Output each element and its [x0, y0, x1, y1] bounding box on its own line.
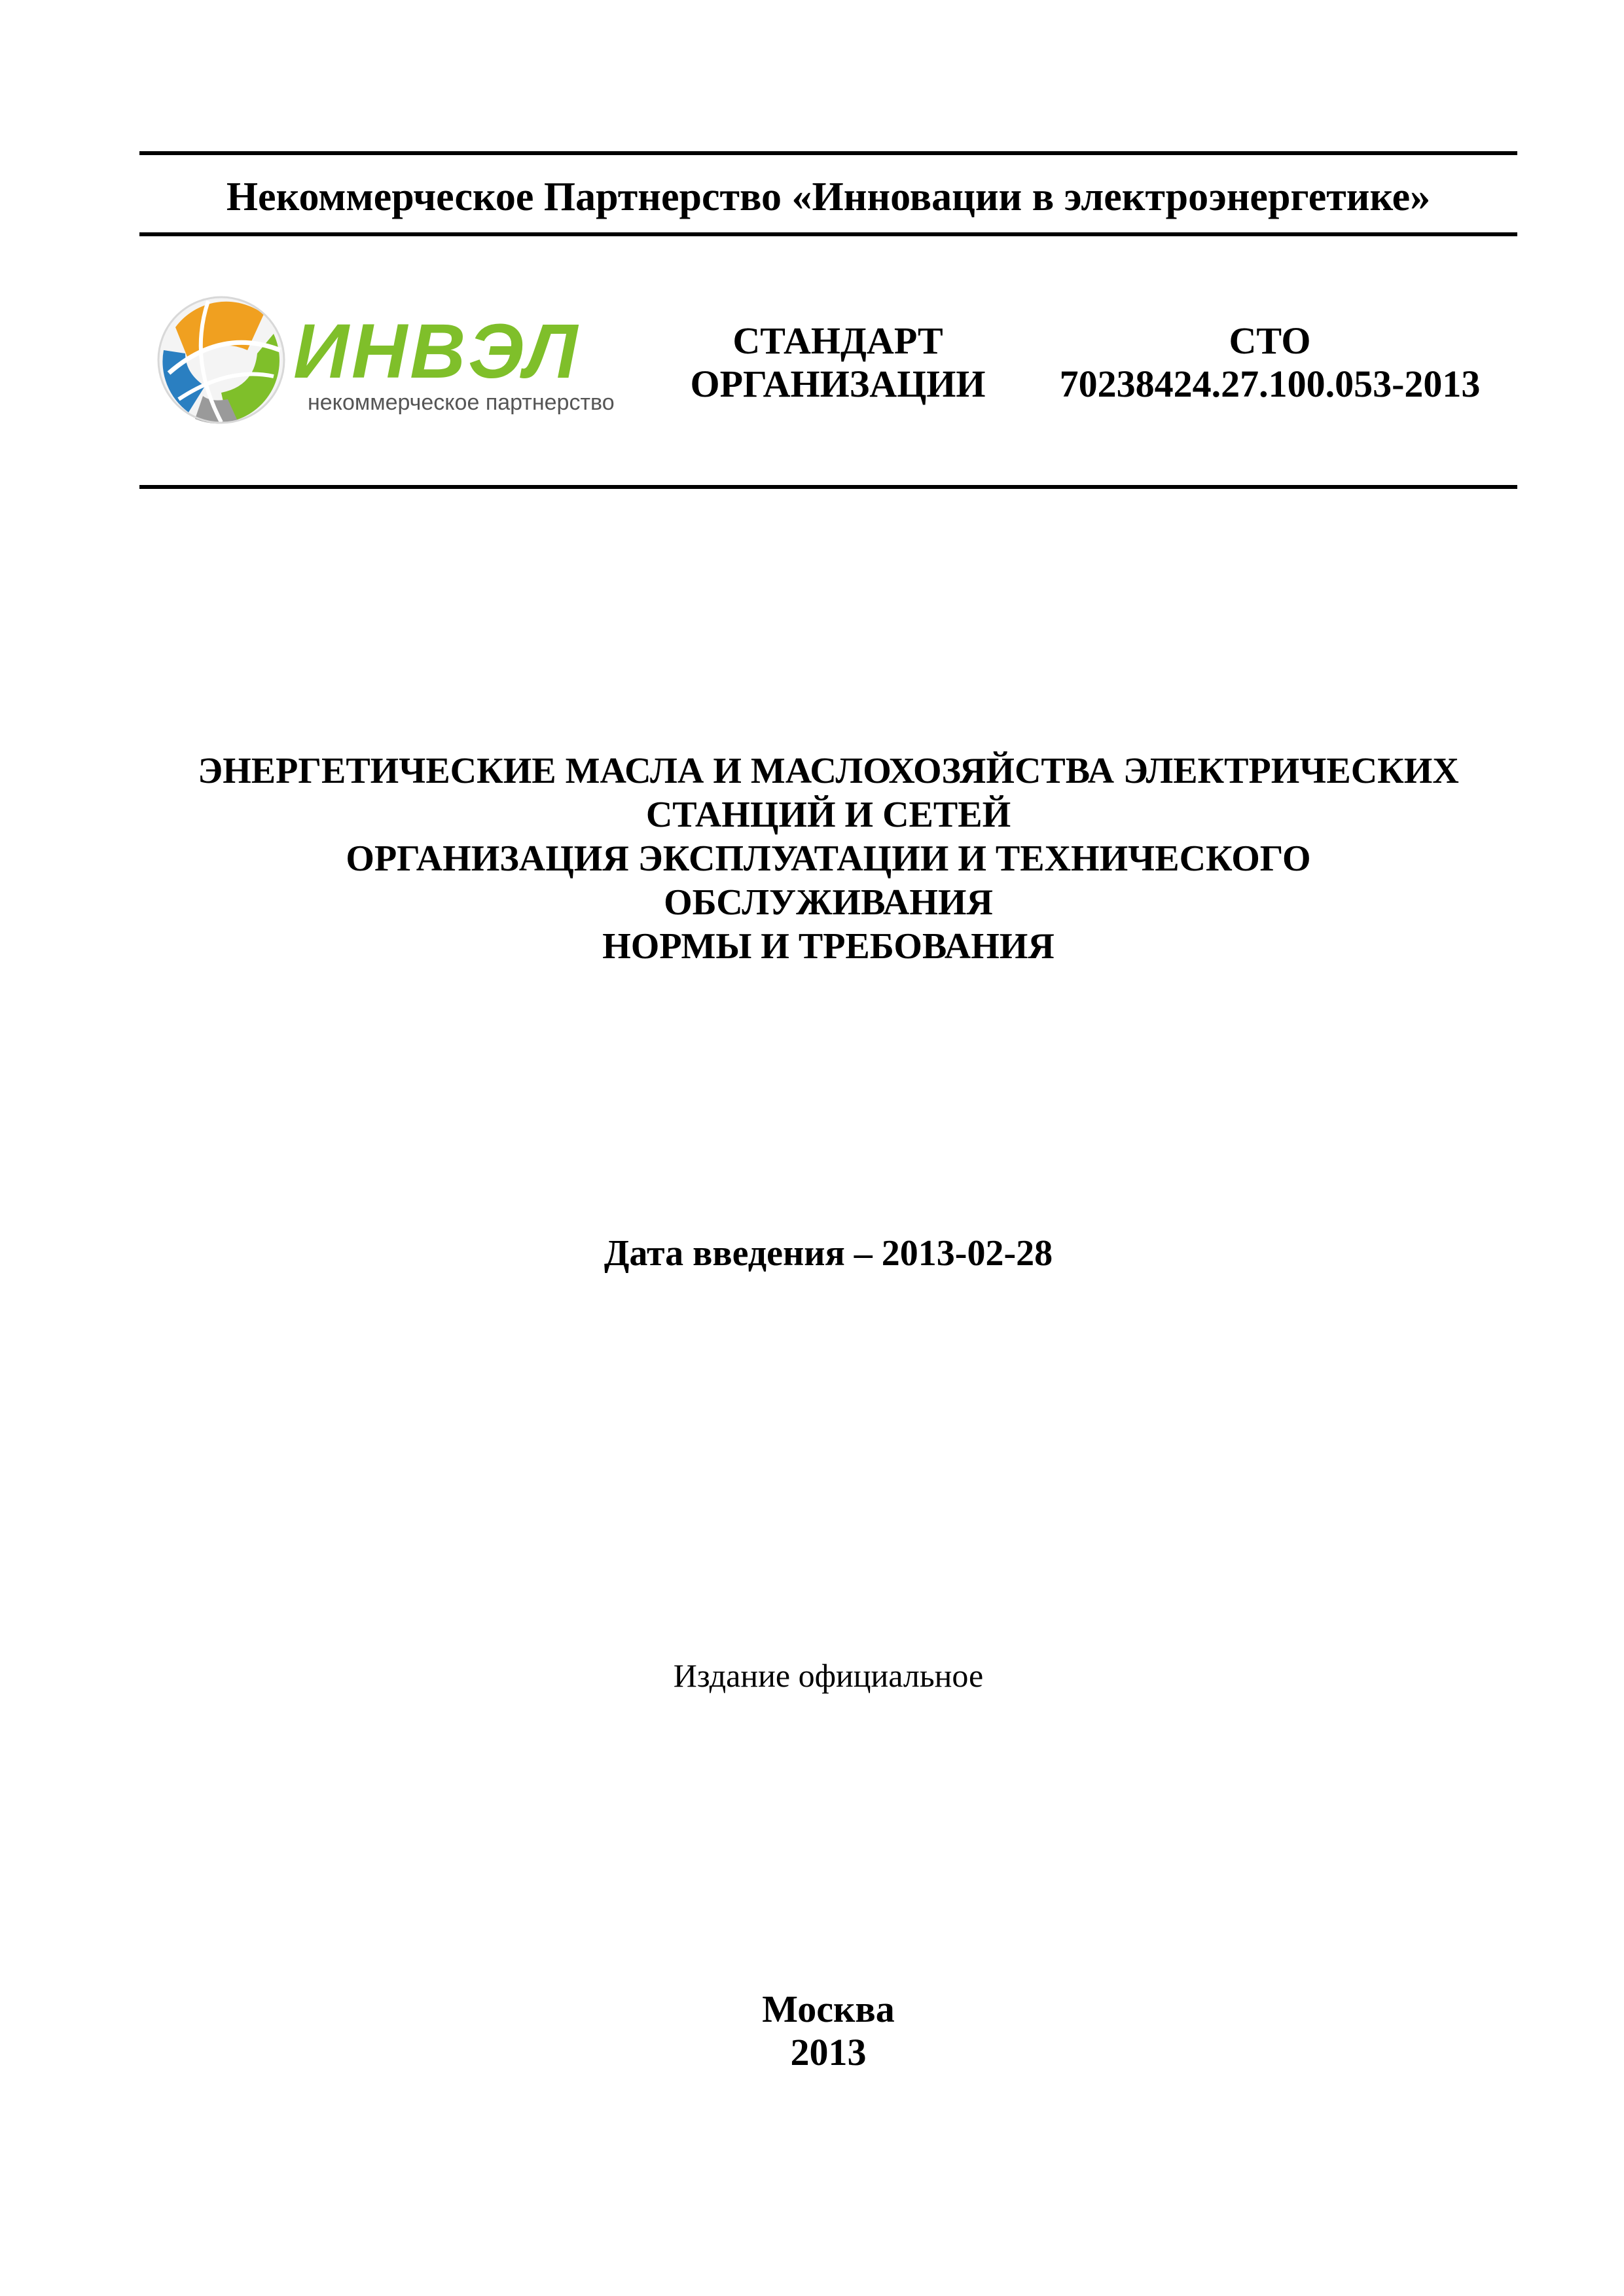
organization-header: Некоммерческое Партнерство «Инновации в электроэнергетике» [226, 175, 1431, 219]
standard-code-number: 70238424.27.100.053-2013 [1059, 363, 1481, 405]
imprint-city: Москва [762, 1988, 895, 2030]
document-title [139, 749, 1517, 969]
title-line: ОРГАНИЗАЦИЯ ЭКСПЛУАТАЦИИ И ТЕХНИЧЕСКОГО [346, 838, 1311, 879]
standard-type-line-2: ОРГАНИЗАЦИИ [690, 363, 986, 405]
standard-type [681, 319, 995, 406]
header-bottom-rule [139, 485, 1517, 489]
logo-subtitle: некоммерческое партнерство [308, 390, 615, 415]
invel-logo [149, 288, 647, 432]
standard-code [1047, 319, 1492, 406]
header-underline-rule [139, 232, 1517, 236]
standard-code-prefix: СТО [1229, 319, 1311, 362]
logo-wordmark: ИНВЭЛ [293, 308, 581, 395]
title-line: ЭНЕРГЕТИЧЕСКИЕ МАСЛА И МАСЛОХОЗЯЙСТВА ЭЛЕКТРИЧЕСКИХ [198, 751, 1459, 791]
introduction-date: Дата введения – 2013-02-28 [604, 1233, 1053, 1274]
imprint [139, 1988, 1517, 2074]
imprint-year: 2013 [790, 2031, 867, 2073]
globe-icon [149, 288, 293, 432]
title-line: НОРМЫ И ТРЕБОВАНИЯ [602, 926, 1055, 967]
title-line: ОБСЛУЖИВАНИЯ [664, 882, 993, 923]
top-rule [139, 151, 1517, 155]
standard-type-line-1: СТАНДАРТ [732, 319, 943, 362]
title-line: СТАНЦИЙ И СЕТЕЙ [645, 795, 1011, 835]
edition-label: Издание официальное [673, 1657, 984, 1694]
